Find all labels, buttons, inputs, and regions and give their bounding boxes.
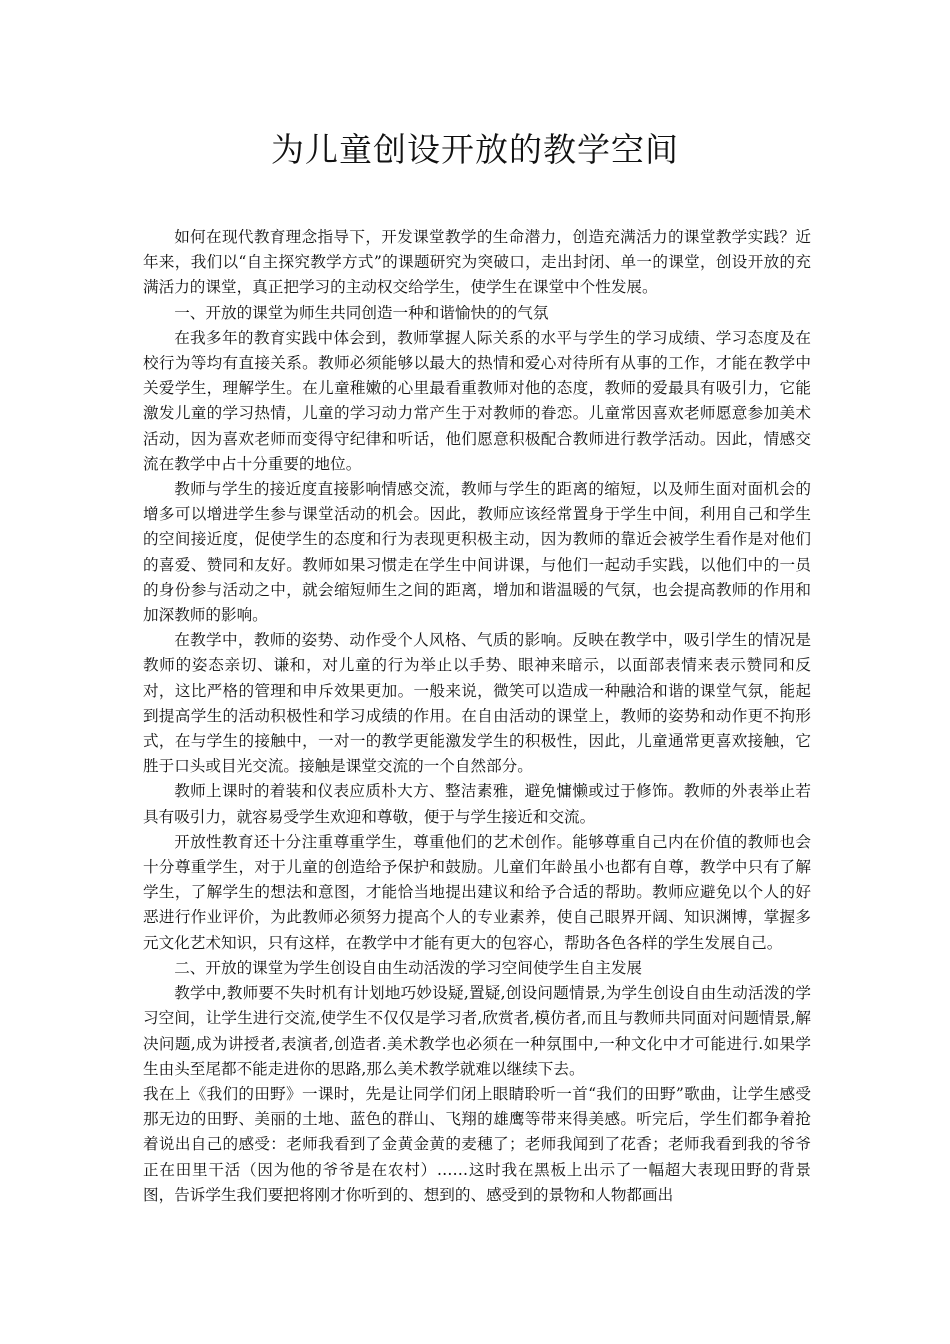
- paragraph-intro: 如何在现代教育理念指导下，开发课堂教学的生命潜力，创造充满活力的课堂教学实践？近年来，我们以“自主探究教学方式”的课题研究为突破口，走出封闭、单一的课堂，创设开放的充满活力的课堂，真正把学习的主动权交给学生，使学生在课堂中个性发展。: [143, 228, 811, 297]
- document-title: 为儿童创设开放的教学空间: [271, 130, 679, 169]
- paragraph: 在教学中，教师的姿势、动作受个人风格、气质的影响。反映在教学中，吸引学生的情况是教师的姿态亲切、谦和，对儿童的行为举止以手势、眼神来暗示，以面部表情来表示赞同和反对，这比严格的管理和申斥效果更加。一般来说，微笑可以造成一种融洽和谐的课堂气氛，能起到提高学生的活动积极性和学习成绩的作用。在自由活动的课堂上，教师的姿势和动作更不拘形式，在与学生的接触中，一对一的教学更能激发学生的积极性，因此，儿童通常更喜欢接触，它胜于口头或目光交流。接触是课堂交流的一个自然部分。: [143, 631, 811, 776]
- paragraph: 开放性教育还十分注重尊重学生，尊重他们的艺术创作。能够尊重自己内在价值的教师也会十分尊重学生，对于儿童的创造给予保护和鼓励。儿童们年龄虽小也都有自尊，教学中只有了解学生，了解学生的想法和意图，才能恰当地提出建议和给予合适的帮助。教师应避免以个人的好恶进行作业评价，为此教师必须努力提高个人的专业素养，使自己眼界开阔、知识渊博，掌握多元文化艺术知识，只有这样，在教学中才能有更大的包容心，帮助各色各样的学生发展自己。: [143, 832, 811, 952]
- paragraph: 教学中,教师要不失时机有计划地巧妙设疑,置疑,创设问题情景,为学生创设自由生动活泼的学习空间，让学生进行交流,使学生不仅仅是学习者,欣赏者,模仿者,而且与教师共同面对问题情景,解决问题,成为讲授者,表演者,创造者.美术教学也必须在一种氛围中,一种文化中才可能进行.如果学生由头至尾都不能走进你的思路,那么美术教学就难以继续下去。: [143, 984, 811, 1078]
- paragraph: 在我多年的教育实践中体会到，教师掌握人际关系的水平与学生的学习成绩、学习态度及在校行为等均有直接关系。教师必须能够以最大的热情和爱心对待所有从事的工作，才能在教学中关爱学生，理解学生。在儿童稚嫩的心里最看重教师对他的态度，教师的爱最具有吸引力，它能激发儿童的学习热情，儿童的学习动力常产生于对教师的眷恋。儿童常因喜欢老师愿意参加美术活动，因为喜欢老师而变得守纪律和听话，他们愿意积极配合教师进行教学活动。因此，情感交流在教学中占十分重要的地位。: [143, 328, 811, 473]
- section-heading-2: 二、开放的课堂为学生创设自由生动活泼的学习空间使学生自主发展: [174, 958, 643, 977]
- section-heading-1: 一、开放的课堂为师生共同创造一种和谐愉快的的气氛: [174, 303, 549, 322]
- paragraph: 教师与学生的接近度直接影响情感交流，教师与学生的距离的缩短，以及师生面对面机会的增多可以增进学生参与课堂活动的机会。因此，教师应该经常置身于学生中间，利用自己和学生的空间接近度，促使学生的态度和行为表现更积极主动，因为教师的靠近会被学生看作是对他们的喜爱、赞同和友好。教师如果习惯走在学生中间讲课，与他们一起动手实践，以他们中的一员的身份参与活动之中，就会缩短师生之间的距离，增加和谐温暖的气氛，也会提高教师的作用和加深教师的影响。: [143, 480, 811, 625]
- paragraph: 教师上课时的着装和仪表应质朴大方、整洁素雅，避免慵懒或过于修饰。教师的外表举止若具有吸引力，就容易受学生欢迎和尊敬，便于与学生接近和交流。: [143, 782, 811, 826]
- document-body: [143, 225, 811, 1208]
- paragraph: 我在上《我们的田野》一课时，先是让同学们闭上眼睛聆听一首“我们的田野”歌曲，让学生感受那无边的田野、美丽的土地、蓝色的群山、飞翔的雄鹰等带来得美感。听完后，学生们都争着抢着说出自己的感受：老师我看到了金黄金黄的麦穗了；老师我闻到了花香；老师我看到我的爷爷正在田里干活（因为他的爷爷是在农村）……这时我在黑板上出示了一幅超大表现田野的背景图，告诉学生我们要把将刚才你听到的、想到的、感受到的景物和人物都画出: [143, 1084, 811, 1204]
